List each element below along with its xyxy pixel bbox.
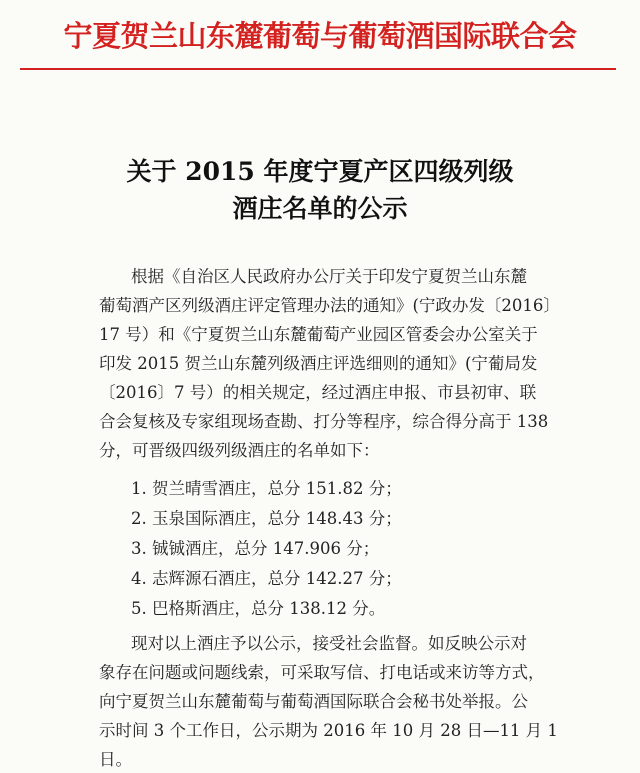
winery-list-item: 4. 志辉源石酒庄，总分 142.27 分； [131,569,402,588]
winery-list-item: 3. 铖铖酒庄，总分 147.906 分； [131,539,380,558]
winery-list-item: 1. 贺兰晴雪酒庄，总分 151.82 分； [131,479,402,498]
winery-list-item: 5. 巴格斯酒庄，总分 138.12 分。 [131,599,386,618]
document-title-line-1: 关于 2015 年度宁夏产区四级列级 [126,157,514,186]
body-line: 根据《自治区人民政府办公厅关于印发宁夏贺兰山东麓 [131,267,527,286]
body-line: 合会复核及专家组现场查勘、打分等程序，综合得分高于 138 [99,412,549,431]
body-line: 印发 2015 贺兰山东麓列级酒庄评选细则的通知》(宁葡局发 [99,354,538,373]
winery-list-item: 2. 玉泉国际酒庄，总分 148.43 分； [131,509,402,528]
body-line: 17 号）和《宁夏贺兰山东麓葡萄产业园区管委会办公室关于 [99,325,538,344]
body-line: 向宁夏贺兰山东麓葡萄与葡萄酒国际联合会秘书处举报。公 [99,692,528,711]
document-title-line-2: 酒庄名单的公示 [232,194,408,223]
letterhead-rule [20,68,616,70]
letterhead-title: 宁夏贺兰山东麓葡萄与葡萄酒国际联合会 [63,19,577,53]
body-line: 象存在问题或问题线索，可采取写信、打电话或来访等方式， [99,663,545,682]
body-line: 日。 [99,750,132,769]
body-line: 示时间 3 个工作日，公示期为 2016 年 10 月 28 日—11 月 1 [99,721,558,740]
body-line: 〔2016〕7 号）的相关规定，经过酒庄申报、市县初审、联 [99,383,537,402]
body-line: 葡萄酒产区列级酒庄评定管理办法的通知》(宁政办发〔2016〕 [99,296,560,315]
body-line: 现对以上酒庄予以公示，接受社会监督。如反映公示对 [131,634,527,653]
body-line: 分，可晋级四级列级酒庄的名单如下： [99,441,380,460]
